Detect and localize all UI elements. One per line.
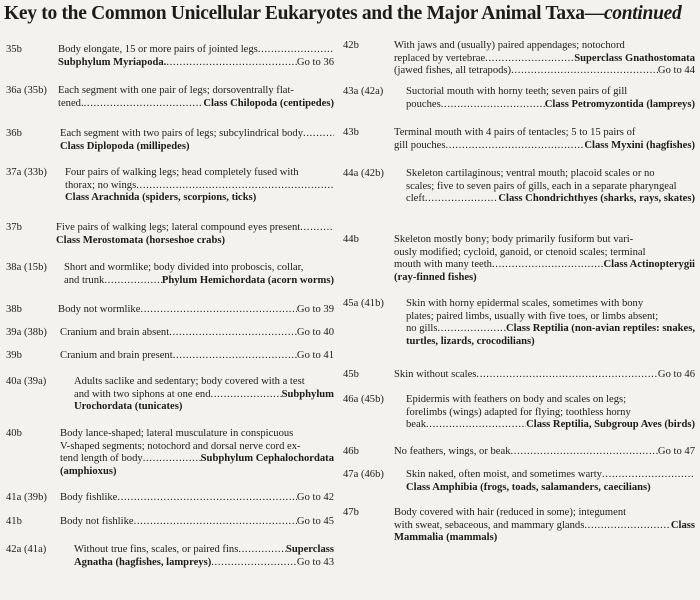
leader-target: Subphylum Cephalochordata — [200, 453, 334, 465]
key-entry — [6, 85, 334, 110]
leader-target: Go to 45 — [296, 516, 334, 527]
leader-target: Class Petromyzontida (lampreys) — [544, 98, 695, 110]
entry-number: 36a (35b) — [6, 85, 47, 96]
entry-number: 42a (41a) — [6, 544, 47, 555]
entry-number: 39b — [6, 350, 22, 361]
line-text: and with two siphons at one end — [74, 388, 211, 400]
entry-line — [394, 65, 695, 78]
line-text: Skin naked, often moist, and sometimes warty — [406, 469, 602, 480]
entry-line — [406, 168, 695, 181]
entry-number: 39a (38b) — [6, 327, 47, 338]
entry-text — [406, 86, 695, 111]
entry-line — [58, 304, 334, 317]
line-text: V-shaped segments; notochord and dorsal nerve cord ex- — [60, 440, 301, 452]
line-text: Adults saclike and sedentary; body covered with a test — [74, 376, 305, 387]
entry-text — [394, 507, 695, 545]
entry-line — [65, 167, 334, 180]
entry-number: 45a (41b) — [343, 298, 384, 309]
dot-leader — [300, 222, 334, 235]
entry-text — [60, 516, 334, 529]
line-text: with sweat, sebaceous, and mammary glands — [394, 519, 585, 531]
leader-target: Superclass — [285, 544, 334, 555]
entry-number: 40b — [6, 428, 22, 439]
entry-line — [74, 544, 334, 557]
line-text: replaced by vertebrae — [394, 52, 486, 64]
dot-leader — [426, 419, 526, 432]
entry-line — [58, 57, 334, 70]
entry-number: 37b — [6, 222, 22, 233]
line-text: Four pairs of walking legs; head completely fused with — [65, 167, 299, 178]
entry-line — [406, 323, 695, 336]
key-entry — [343, 298, 695, 348]
line-text: Class Amphibia (frogs, toads, salamanders, caecilians) — [406, 481, 651, 493]
line-text: No feathers, wings, or beak — [394, 446, 511, 457]
entry-line — [394, 369, 695, 382]
line-text: Body fishlike — [60, 492, 118, 503]
dot-leader — [485, 53, 574, 66]
key-entry — [6, 262, 334, 287]
entry-line — [56, 235, 334, 248]
line-text: Cranium and brain absent — [60, 327, 170, 338]
leader-target: Class Actinopterygii — [603, 259, 695, 271]
line-text: Each segment with one pair of legs; dorsoventrally flat- — [58, 85, 294, 96]
line-text: Without true fins, scales, or paired fins — [74, 544, 239, 555]
entry-line — [406, 419, 695, 432]
line-text: cleft — [406, 193, 425, 205]
line-text: Skin with horny epidermal scales, sometimes with bony — [406, 298, 644, 309]
entry-text — [74, 376, 334, 414]
leader-target: Go to 39 — [296, 304, 334, 315]
entry-line — [65, 180, 334, 193]
entry-text — [60, 327, 334, 340]
line-text: forelimbs (wings) adapted for flying; toothless horny — [406, 406, 631, 418]
entry-text — [58, 304, 334, 317]
entry-line — [406, 336, 695, 349]
dot-leader — [441, 99, 545, 112]
entry-number: 44a (42b) — [343, 168, 384, 179]
leader-target: Class Chilopoda (centipedes) — [203, 97, 334, 109]
entry-line — [394, 272, 695, 285]
entry-line — [406, 394, 695, 407]
key-entry — [6, 128, 334, 153]
entry-number: 45b — [343, 369, 359, 380]
line-text: thorax; no wings — [65, 179, 137, 191]
page-title — [4, 3, 700, 25]
entry-number: 44b — [343, 234, 359, 245]
dot-leader — [511, 65, 658, 78]
entry-text — [406, 394, 695, 432]
entry-line — [60, 350, 334, 363]
entry-number: 35b — [6, 44, 22, 55]
entry-text — [394, 40, 695, 78]
entry-number: 41b — [6, 516, 22, 527]
line-text: Agnatha (hagfishes, lampreys) — [74, 556, 212, 568]
dot-leader — [173, 350, 297, 363]
entry-text — [406, 168, 695, 206]
key-entry — [6, 167, 334, 205]
dot-leader — [584, 520, 671, 533]
entry-line — [58, 98, 334, 111]
entry-text — [60, 428, 334, 478]
dot-leader — [238, 544, 286, 557]
dot-leader — [117, 492, 297, 505]
entry-line — [394, 234, 695, 247]
entry-number: 37a (33b) — [6, 167, 47, 178]
key-entry — [6, 376, 334, 414]
line-text: beak — [406, 419, 426, 431]
dot-leader — [84, 98, 204, 111]
entry-line — [58, 85, 334, 98]
leader-target: Class Reptilia (non-avian reptiles: snakes, — [505, 323, 695, 335]
entry-line — [406, 86, 695, 99]
line-text: Body lance-shaped; lateral musculature in conspicuous — [60, 428, 294, 439]
entry-number: 36b — [6, 128, 22, 139]
entry-line — [65, 192, 334, 205]
entry-text — [64, 262, 334, 287]
dot-leader — [166, 57, 297, 70]
entry-line — [60, 516, 334, 529]
line-text: tend length of body — [60, 453, 143, 465]
entry-text — [406, 298, 695, 348]
dot-leader — [104, 275, 162, 288]
line-text: ously modified; cycloid, ganoid, or ctenoid scales; terminal — [394, 246, 646, 258]
entry-line — [74, 376, 334, 389]
line-text: scales; five to seven pairs of gills, each in a separate pharyngeal — [406, 180, 677, 192]
entry-line — [406, 469, 695, 482]
entry-line — [406, 482, 695, 495]
line-text: pouches — [406, 98, 441, 110]
entry-number: 40a (39a) — [6, 376, 47, 387]
entry-text — [58, 44, 334, 69]
line-text: Body elongate, 15 or more pairs of jointed legs — [58, 44, 258, 55]
key-entry — [343, 446, 695, 459]
entry-line — [60, 128, 334, 141]
entry-line — [56, 222, 334, 235]
line-text: Body not fishlike — [60, 516, 134, 527]
entry-line — [406, 193, 695, 206]
key-entry — [6, 222, 334, 247]
entry-number: 47b — [343, 507, 359, 518]
entry-line — [406, 181, 695, 194]
key-entry — [6, 544, 334, 569]
entry-number: 43a (42a) — [343, 86, 384, 97]
line-text: With jaws and (usually) paired appendages; notochord — [394, 40, 625, 51]
line-text: Skeleton mostly bony; body primarily fusiform but vari- — [394, 234, 634, 245]
key-entry — [343, 168, 695, 206]
entry-line — [60, 441, 334, 454]
entry-line — [74, 401, 334, 414]
key-entry — [343, 469, 695, 494]
leader-target: Go to 40 — [296, 327, 334, 338]
line-text: Mammalia (mammals) — [394, 532, 498, 544]
entry-line — [394, 247, 695, 260]
leader-target: Phylum Hemichordata (acorn worms) — [161, 274, 334, 286]
entry-line — [406, 99, 695, 112]
entry-line — [60, 466, 334, 479]
entry-line — [64, 262, 334, 275]
entry-text — [394, 127, 695, 152]
dot-leader — [143, 453, 201, 466]
leader-target: Go to 44 — [657, 65, 695, 77]
line-text: mouth with many teeth — [394, 259, 492, 271]
entry-number: 46a (45b) — [343, 394, 384, 405]
dot-leader — [303, 128, 334, 141]
title-continued: continued — [603, 3, 682, 24]
entry-line — [394, 507, 695, 520]
entry-number: 38a (15b) — [6, 262, 47, 273]
key-entry — [6, 492, 334, 505]
line-text: no gills — [406, 323, 438, 335]
leader-target: Go to 46 — [657, 369, 695, 380]
entry-line — [60, 453, 334, 466]
entry-line — [60, 428, 334, 441]
entry-line — [58, 44, 334, 57]
line-text: Body covered with hair (reduced in some); integument — [394, 507, 627, 518]
dot-leader — [169, 327, 297, 340]
entry-text — [56, 222, 334, 247]
leader-target: Class Chondrichthyes (sharks, rays, skates) — [498, 193, 695, 205]
entry-line — [60, 327, 334, 340]
key-entry — [343, 86, 695, 111]
entry-line — [406, 311, 695, 324]
entry-line — [394, 127, 695, 140]
line-text: Class Merostomata (horseshoe crabs) — [56, 234, 225, 246]
line-text: Class Diplopoda (millipedes) — [60, 140, 190, 152]
entry-line — [74, 389, 334, 402]
dot-leader — [211, 389, 282, 402]
entry-line — [394, 520, 695, 533]
dot-leader — [446, 140, 585, 153]
line-text: (amphioxus) — [60, 465, 117, 477]
line-text: Skin without scales — [394, 369, 477, 380]
line-text: gill pouches — [394, 139, 446, 151]
title-main: Key to the Common Unicellular Eukaryotes and the Major Animal Taxa— — [4, 3, 604, 24]
line-text: Epidermis with feathers on body and scales on legs; — [406, 394, 627, 405]
key-entry — [6, 516, 334, 529]
entry-line — [64, 275, 334, 288]
key-entry — [343, 127, 695, 152]
entry-text — [394, 234, 695, 284]
entry-text — [406, 469, 695, 494]
leader-target: Subphylum — [281, 388, 334, 400]
leader-target: Class Myxini (hagfishes) — [584, 139, 695, 151]
dot-leader — [438, 323, 506, 336]
entry-number: 43b — [343, 127, 359, 138]
key-entry — [343, 234, 695, 284]
line-text: plates; paired limbs, usually with five toes, or limbs absent; — [406, 310, 659, 322]
line-text: Five pairs of walking legs; lateral compound eyes present — [56, 222, 301, 233]
dot-leader — [140, 304, 297, 317]
line-text: Short and wormlike; body divided into proboscis, collar, — [64, 262, 304, 273]
entry-line — [394, 446, 695, 459]
line-text: Skeleton cartilaginous; ventral mouth; placoid scales or no — [406, 168, 655, 179]
dot-leader — [136, 180, 334, 193]
entry-text — [394, 369, 695, 382]
line-text: and trunk — [64, 274, 105, 286]
key-entry — [6, 44, 334, 69]
entry-line — [60, 492, 334, 505]
leader-target: Go to 36 — [296, 56, 334, 68]
entry-text — [58, 85, 334, 110]
entry-line — [394, 259, 695, 272]
key-entry — [6, 428, 334, 478]
dot-leader — [425, 193, 499, 206]
key-entry — [343, 40, 695, 78]
entry-line — [406, 407, 695, 420]
dot-leader — [511, 446, 658, 459]
line-text: (jawed fishes, all tetrapods) — [394, 65, 512, 77]
leader-target: Go to 43 — [296, 556, 334, 568]
entry-text — [60, 128, 334, 153]
line-text: Suctorial mouth with horny teeth; seven pairs of gill — [406, 86, 628, 97]
line-text: Subphylum Myriapoda. — [58, 56, 167, 68]
key-entry — [6, 350, 334, 363]
entry-line — [74, 557, 334, 570]
entry-text — [394, 446, 695, 459]
entry-number: 42b — [343, 40, 359, 51]
key-entry — [343, 369, 695, 382]
entry-line — [394, 532, 695, 545]
entry-number: 38b — [6, 304, 22, 315]
line-text: (ray-finned fishes) — [394, 271, 477, 283]
line-text: Body not wormlike — [58, 304, 141, 315]
entry-text — [65, 167, 334, 205]
leader-target: Go to 42 — [296, 492, 334, 503]
entry-line — [394, 140, 695, 153]
line-text: Class Arachnida (spiders, scorpions, ticks) — [65, 192, 257, 204]
key-entry — [343, 507, 695, 545]
entry-line — [60, 141, 334, 154]
line-text: Terminal mouth with 4 pairs of tentacles; 5 to 15 pairs of — [394, 127, 636, 138]
entry-text — [74, 544, 334, 569]
line-text: tened. — [58, 97, 84, 109]
key-entry — [6, 327, 334, 340]
leader-target: Class — [670, 519, 695, 531]
dot-leader — [492, 259, 604, 272]
entry-number: 47a (46b) — [343, 469, 384, 480]
entry-number: 41a (39b) — [6, 492, 47, 503]
entry-line — [394, 40, 695, 53]
line-text: Each segment with two pairs of legs; subcylindrical body — [60, 128, 304, 139]
line-text: Cranium and brain present — [60, 350, 173, 361]
dot-leader — [211, 557, 297, 570]
leader-target: Go to 47 — [657, 446, 695, 457]
entry-number: 46b — [343, 446, 359, 457]
line-text: turtles, lizards, crocodilians) — [406, 335, 535, 347]
leader-target: Superclass Gnathostomata — [574, 52, 695, 64]
key-entry — [343, 394, 695, 432]
entry-line — [394, 53, 695, 66]
dot-leader — [602, 469, 695, 482]
dot-leader — [258, 44, 334, 57]
dot-leader — [134, 516, 297, 529]
entry-text — [60, 350, 334, 363]
leader-target: Go to 41 — [296, 350, 334, 361]
entry-text — [60, 492, 334, 505]
key-entry — [6, 304, 334, 317]
entry-line — [406, 298, 695, 311]
dot-leader — [476, 369, 658, 382]
line-text: Urochordata (tunicates) — [74, 401, 183, 413]
leader-target: Class Reptilia, Subgroup Aves (birds) — [526, 419, 695, 431]
